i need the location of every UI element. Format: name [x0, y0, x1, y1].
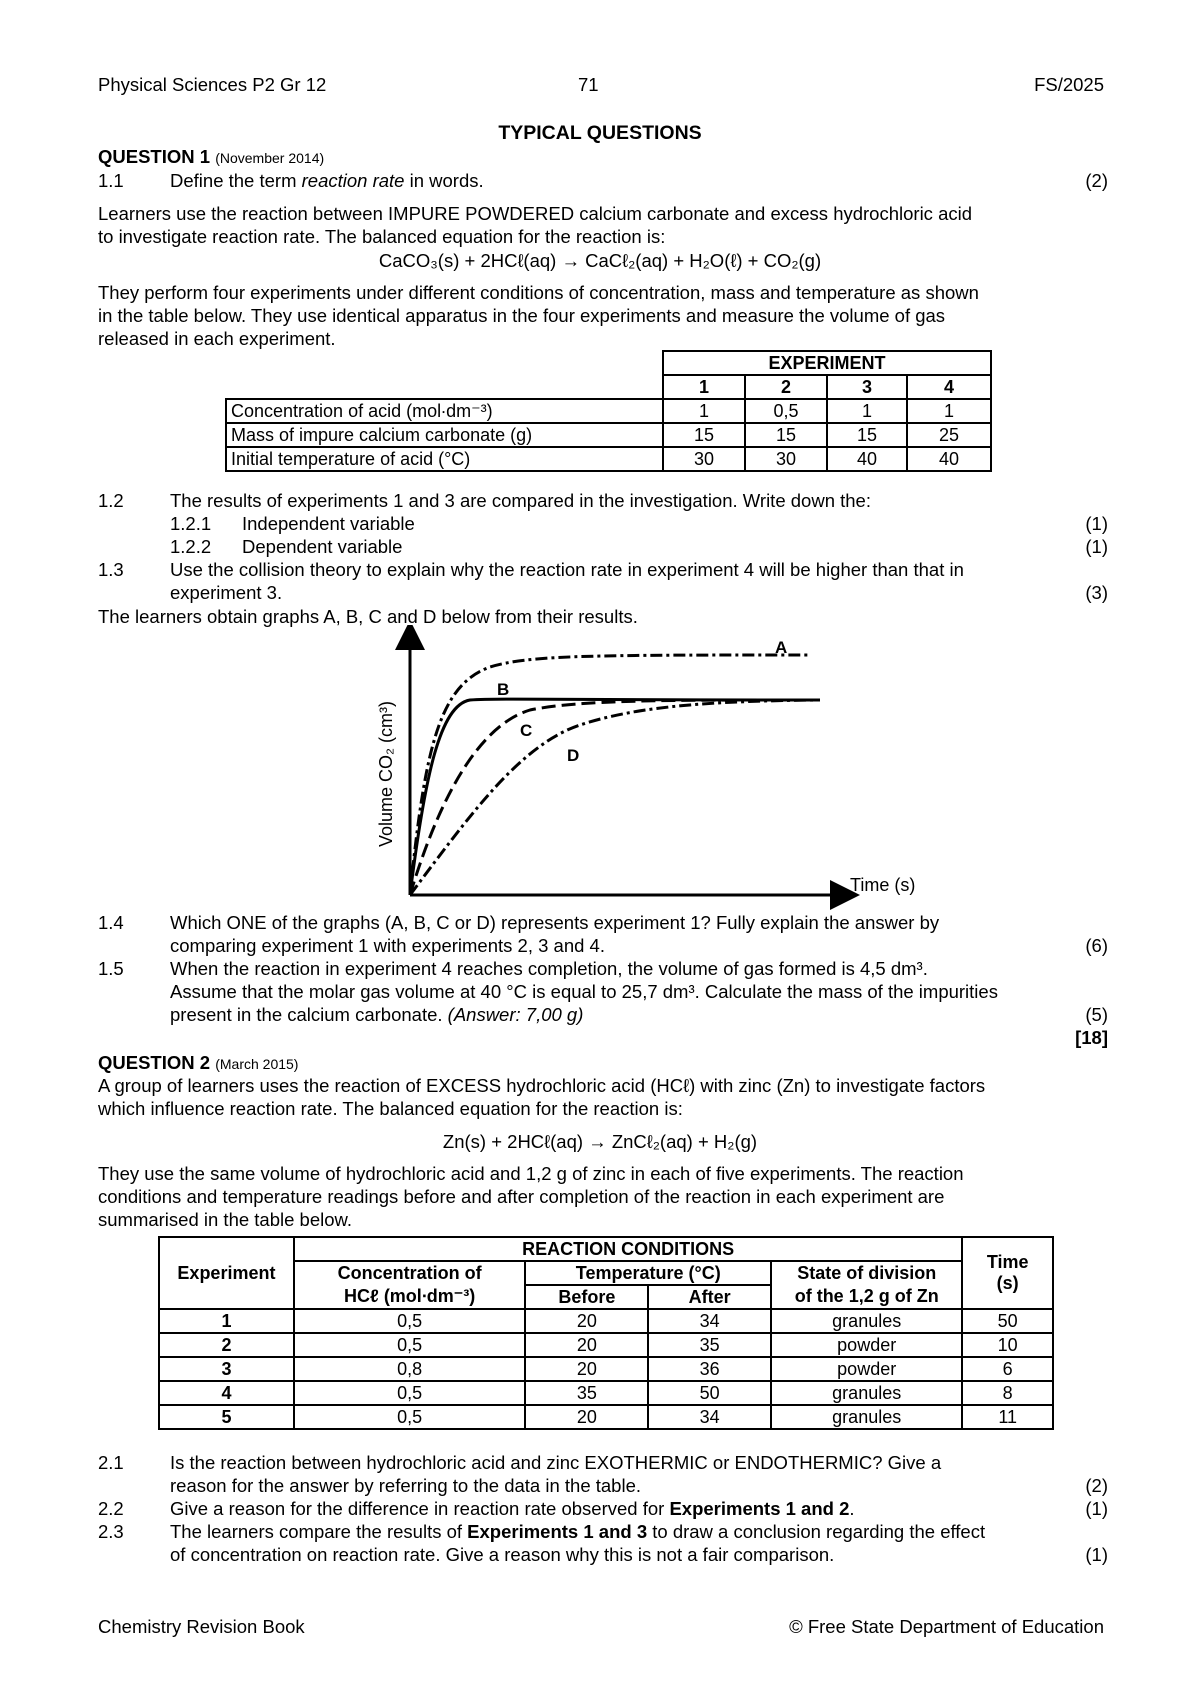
cell: 35 [648, 1333, 771, 1357]
q1-para2-line3: released in each experiment. [98, 328, 336, 349]
q1-5-marks: (5) [1085, 1004, 1108, 1025]
series-label-b: B [497, 680, 510, 699]
cell: 1 [159, 1309, 294, 1333]
q1-para2-line1: They perform four experiments under different conditions of concentration, mass and temperature as shown [98, 282, 979, 303]
cell: 34 [648, 1405, 771, 1429]
q1-2-2-number: 1.2.2 [170, 536, 212, 557]
cell: 36 [648, 1357, 771, 1381]
q1-2-2-marks: (1) [1085, 536, 1108, 557]
cell: 15 [663, 423, 745, 447]
curve-a [410, 655, 810, 895]
q1-total: [18] [1075, 1027, 1108, 1048]
q1-date: (November 2014) [215, 150, 325, 166]
cell: 0,8 [294, 1357, 526, 1381]
q2-intro-line2: which influence reaction rate. The balanced equation for the reaction is: [98, 1098, 683, 1119]
q1-4-line2: comparing experiment 1 with experiments 2, 3 and 4. [170, 935, 605, 956]
q2-3-line2: of concentration on reaction rate. Give a reason why this is not a fair comparison. [170, 1544, 835, 1565]
page-number: 71 [578, 74, 599, 95]
reaction-graph [360, 625, 940, 915]
cell: 50 [962, 1309, 1053, 1333]
table-row [226, 399, 991, 423]
table-row [226, 423, 991, 447]
cell: 20 [525, 1405, 648, 1429]
cell: 1 [827, 399, 907, 423]
q2-col-state2: of the 1,2 g of Zn [771, 1285, 962, 1309]
q1-1-pre: Define the term [170, 170, 302, 191]
q1-1-term: reaction rate [301, 170, 405, 191]
cell: 0,5 [294, 1333, 526, 1357]
cell: 20 [525, 1309, 648, 1333]
cell: powder [771, 1357, 962, 1381]
q2-2-post: . [849, 1498, 855, 1519]
row-label: Mass of impure calcium carbonate (g) [226, 423, 663, 447]
q1-5-line1: When the reaction in experiment 4 reaches completion, the volume of gas formed is 4,5 dm³. [170, 958, 928, 979]
q2-col-temp: Temperature (°C) [525, 1261, 771, 1285]
q1-3-line1: Use the collision theory to explain why the reaction rate in experiment 4 will be higher than that in [170, 559, 964, 580]
cell: powder [771, 1333, 962, 1357]
cell: 20 [525, 1357, 648, 1381]
cell: granules [771, 1309, 962, 1333]
q1-table-blank2 [226, 375, 663, 399]
cell: granules [771, 1381, 962, 1405]
q1-heading-text: QUESTION 1 [98, 146, 211, 167]
q2-1-line1: Is the reaction between hydrochloric acid and zinc EXOTHERMIC or ENDOTHERMIC? Give a [170, 1452, 942, 1473]
footer-left: Chemistry Revision Book [98, 1616, 305, 1637]
q1-col-4: 4 [907, 375, 991, 399]
q1-5-line3 [170, 1004, 583, 1026]
q1-2-1-marks: (1) [1085, 513, 1108, 534]
cell: granules [771, 1405, 962, 1429]
table-row [226, 447, 991, 471]
q2-para2-line2: conditions and temperature readings before and after completion of the reaction in each experiment are [98, 1186, 945, 1207]
q2-para2-line3: summarised in the table below. [98, 1209, 352, 1230]
q1-3-marks: (3) [1085, 582, 1108, 603]
q2-3-line1 [170, 1521, 985, 1543]
q1-2-1-text: Independent variable [242, 513, 415, 534]
q2-col-conditions: REACTION CONDITIONS [294, 1237, 962, 1261]
q2-1-line2: reason for the answer by referring to the data in the table. [170, 1475, 642, 1496]
q1-experiment-table [225, 350, 992, 472]
q2-equation: Zn(s) + 2HCℓ(aq) → ZnCℓ₂(aq) + H₂(g) [442, 1131, 758, 1152]
q2-col-experiment: Experiment [159, 1237, 294, 1309]
series-label-c: C [520, 721, 533, 740]
q2-heading-text: QUESTION 2 [98, 1052, 211, 1073]
q2-para2-line1: They use the same volume of hydrochloric acid and 1,2 g of zinc in each of five experiments. The reaction [98, 1163, 964, 1184]
q2-1-marks: (2) [1085, 1475, 1108, 1496]
q2-3-number: 2.3 [98, 1521, 124, 1542]
q1-para2-line2: in the table below. They use identical apparatus in the four experiments and measure the volume of gas [98, 305, 946, 326]
header-right: FS/2025 [1034, 74, 1104, 95]
q2-1-number: 2.1 [98, 1452, 124, 1473]
table-row [159, 1357, 1053, 1381]
y-axis-label: Volume CO₂ (cm³) [376, 700, 396, 847]
table-row [159, 1381, 1053, 1405]
q1-2-text: The results of experiments 1 and 3 are compared in the investigation. Write down the: [170, 490, 871, 511]
q1-5-line3-text: present in the calcium carbonate. [170, 1004, 443, 1025]
q2-2-number: 2.2 [98, 1498, 124, 1519]
curve-b [410, 699, 820, 895]
q2-col-conc2: HCℓ (mol∙dm⁻³) [294, 1285, 526, 1309]
q2-time-label: Time [986, 1252, 1029, 1272]
cell: 2 [159, 1333, 294, 1357]
q1-intro-line2: to investigate reaction rate. The balanced equation for the reaction is: [98, 226, 666, 247]
q1-1-marks: (2) [1085, 170, 1108, 191]
cell: 15 [827, 423, 907, 447]
cell: 15 [745, 423, 827, 447]
q1-col-1: 1 [663, 375, 745, 399]
q2-3-bold: Experiments 1 and 3 [467, 1521, 648, 1542]
q2-2-text [170, 1498, 855, 1520]
cell: 35 [525, 1381, 648, 1405]
cell: 40 [827, 447, 907, 471]
cell: 25 [907, 423, 991, 447]
q2-3-pre: The learners compare the results of [170, 1521, 468, 1542]
q1-1-post: in words. [404, 170, 484, 191]
q2-date: (March 2015) [215, 1056, 299, 1072]
q1-3-number: 1.3 [98, 559, 124, 580]
q2-col-time [962, 1237, 1053, 1309]
cell: 6 [962, 1357, 1053, 1381]
cell: 0,5 [294, 1405, 526, 1429]
cell: 4 [159, 1381, 294, 1405]
curve-d [410, 700, 820, 895]
header-left: Physical Sciences P2 Gr 12 [98, 74, 327, 95]
curve-c [410, 700, 820, 895]
q1-2-number: 1.2 [98, 490, 124, 511]
q2-col-state: State of division [771, 1261, 962, 1285]
q2-reaction-table [158, 1236, 1054, 1430]
cell: 1 [907, 399, 991, 423]
q2-heading [98, 1052, 298, 1074]
q1-4-number: 1.4 [98, 912, 124, 933]
q1-equation: CaCO₃(s) + 2HCℓ(aq) → CaCℓ₂(aq) + H₂O(ℓ) + CO₂(g) [378, 250, 822, 271]
q2-intro-line1: A group of learners uses the reaction of EXCESS hydrochloric acid (HCℓ) with zinc (Zn) to investigate factors [98, 1075, 986, 1096]
page-title: TYPICAL QUESTIONS [498, 122, 702, 144]
q1-5-line2: Assume that the molar gas volume at 40 °C is equal to 25,7 dm³. Calculate the mass of the impurities [170, 981, 998, 1002]
cell: 0,5 [745, 399, 827, 423]
q1-1-number: 1.1 [98, 170, 124, 191]
cell: 50 [648, 1381, 771, 1405]
x-axis-label: Time (s) [850, 875, 916, 895]
table-row [159, 1309, 1053, 1333]
cell: 20 [525, 1333, 648, 1357]
q2-time-unit: (s) [996, 1273, 1019, 1293]
q2-3-marks: (1) [1085, 1544, 1108, 1565]
cell: 34 [648, 1309, 771, 1333]
q1-intro-line1: Learners use the reaction between IMPURE POWDERED calcium carbonate and excess hydrochloric acid [98, 203, 973, 224]
cell: 8 [962, 1381, 1053, 1405]
row-label: Initial temperature of acid (°C) [226, 447, 663, 471]
cell: 10 [962, 1333, 1053, 1357]
cell: 3 [159, 1357, 294, 1381]
q1-2-1-number: 1.2.1 [170, 513, 212, 534]
footer-right: © Free State Department of Education [789, 1616, 1104, 1637]
q2-2-marks: (1) [1085, 1498, 1108, 1519]
cell: 0,5 [294, 1381, 526, 1405]
cell: 11 [962, 1405, 1053, 1429]
series-label-a: A [775, 638, 788, 657]
cell: 0,5 [294, 1309, 526, 1333]
table-row [159, 1405, 1053, 1429]
cell: 30 [663, 447, 745, 471]
cell: 5 [159, 1405, 294, 1429]
q2-col-conc: Concentration of [294, 1261, 526, 1285]
cell: 40 [907, 447, 991, 471]
q2-3-post: to draw a conclusion regarding the effect [647, 1521, 986, 1542]
table-row [159, 1333, 1053, 1357]
q1-table-header: EXPERIMENT [663, 351, 991, 375]
q2-col-before: Before [525, 1285, 648, 1309]
q1-4-line1: Which ONE of the graphs (A, B, C or D) represents experiment 1? Fully explain the answer by [170, 912, 940, 933]
q1-col-2: 2 [745, 375, 827, 399]
series-label-d: D [567, 746, 580, 765]
q1-1-text [170, 170, 484, 192]
q1-heading [98, 146, 324, 168]
row-label: Concentration of acid (mol∙dm⁻³) [226, 399, 663, 423]
q1-5-number: 1.5 [98, 958, 124, 979]
q1-col-3: 3 [827, 375, 907, 399]
cell: 1 [663, 399, 745, 423]
q1-table-blank [226, 351, 663, 375]
q2-2-pre: Give a reason for the difference in reaction rate observed for [170, 1498, 670, 1519]
q2-col-after: After [648, 1285, 771, 1309]
graph-intro: The learners obtain graphs A, B, C and D below from their results. [98, 606, 638, 627]
cell: 30 [745, 447, 827, 471]
q2-2-bold: Experiments 1 and 2 [669, 1498, 850, 1519]
q1-3-line2: experiment 3. [170, 582, 283, 603]
q1-5-answer: (Answer: 7,00 g) [447, 1004, 584, 1025]
q1-2-2-text: Dependent variable [242, 536, 403, 557]
q1-4-marks: (6) [1085, 935, 1108, 956]
